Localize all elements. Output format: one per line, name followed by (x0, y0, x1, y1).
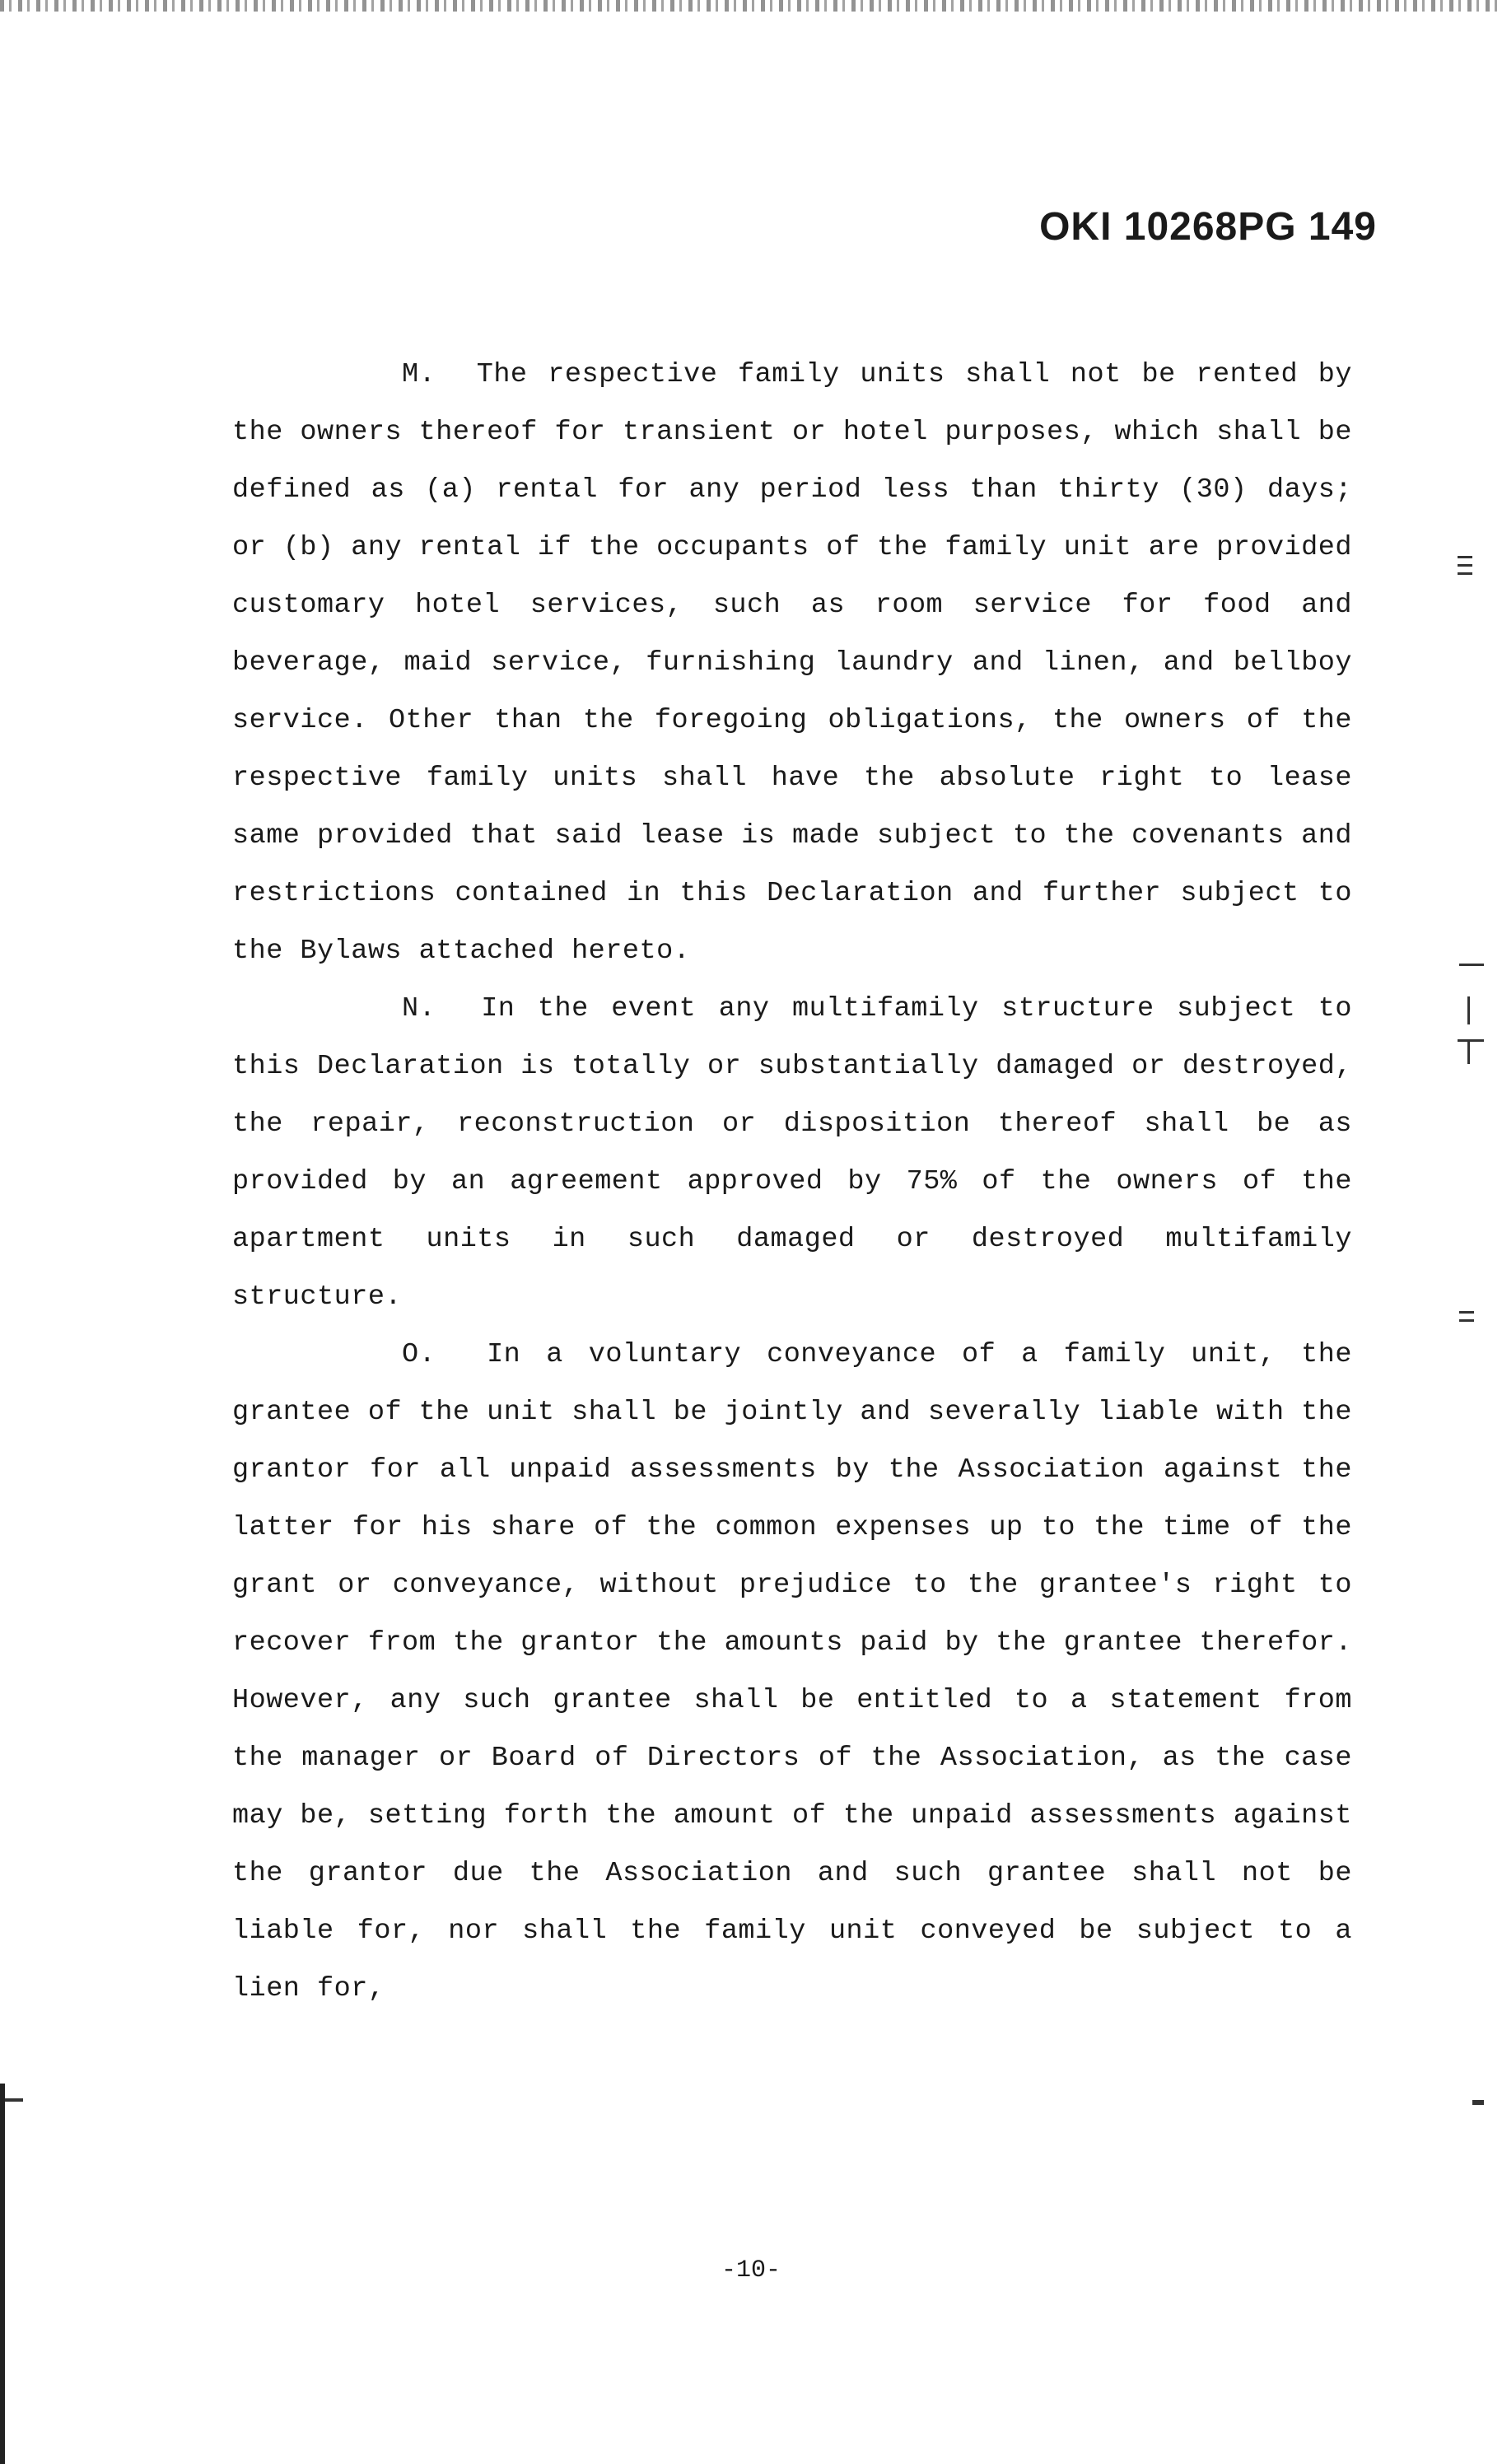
document-body (232, 346, 1352, 2018)
margin-mark (1458, 564, 1472, 567)
margin-mark (1458, 1039, 1484, 1042)
paragraph-text: In the event any multifamily structure subject to this Declaration is totally or substantially damaged or destroyed, the repair, reconstruction or disposition thereof shall be as provided by an agreement approved by 75% of the owners of the apartment units in such damaged or destroyed multifamily structure. (232, 993, 1352, 1313)
margin-mark (1467, 996, 1470, 1024)
margin-mark (5, 2098, 23, 2102)
paragraph-n (232, 980, 1352, 1326)
book-page-stamp: OKI 10268PG 149 (1039, 205, 1377, 249)
scan-edge-bar (0, 2084, 5, 2464)
margin-mark (1459, 964, 1484, 966)
paragraph-m (232, 346, 1352, 980)
scan-edge-noise (0, 0, 1502, 12)
paragraph-o (232, 1326, 1352, 2018)
paragraph-text: In a voluntary conveyance of a family unit, the grantee of the unit shall be jointly and severally liable with the grantor for all unpaid assessments by the Association against the latter for his share of the common expenses up to the time of the grant or conveyance, without prejudice to the grantee's right to recover from the grantor the amounts paid by the grantee therefor. However, any such grantee shall be entitled to a statement from the manager or Board of Directors of the Association, as the case may be, setting forth the amount of the unpaid assessments against the grantor due the Association and such grantee shall not be liable for, nor shall the family unit conveyed be subject to a lien for, (232, 1339, 1352, 2004)
margin-mark (1467, 1039, 1470, 1064)
paragraph-letter: M. (402, 359, 436, 390)
paragraph-text: The respective family units shall not be rented by the owners thereof for transient or hotel purposes, which shall be defined as (a) rental for any period less than thirty (30) days; or (b) any rental if the occupants of the family unit are provided customary hotel services, such as room service for food and beverage, maid service, furnishing laundry and linen, and bellboy service. Other than the foregoing obligations, the owners of the respective family units shall have the absolute right to lease same provided that said lease is made subject to the covenants and restrictions contained in this Declaration and further subject to the Bylaws attached hereto. (232, 359, 1352, 967)
margin-mark (1472, 2100, 1484, 2105)
margin-mark (1458, 556, 1472, 558)
paragraph-letter: O. (402, 1339, 436, 1370)
paragraph-letter: N. (402, 993, 436, 1024)
margin-mark (1458, 572, 1472, 575)
margin-mark (1459, 1311, 1474, 1314)
margin-mark (1459, 1319, 1474, 1322)
page-number: -10- (721, 2256, 781, 2284)
